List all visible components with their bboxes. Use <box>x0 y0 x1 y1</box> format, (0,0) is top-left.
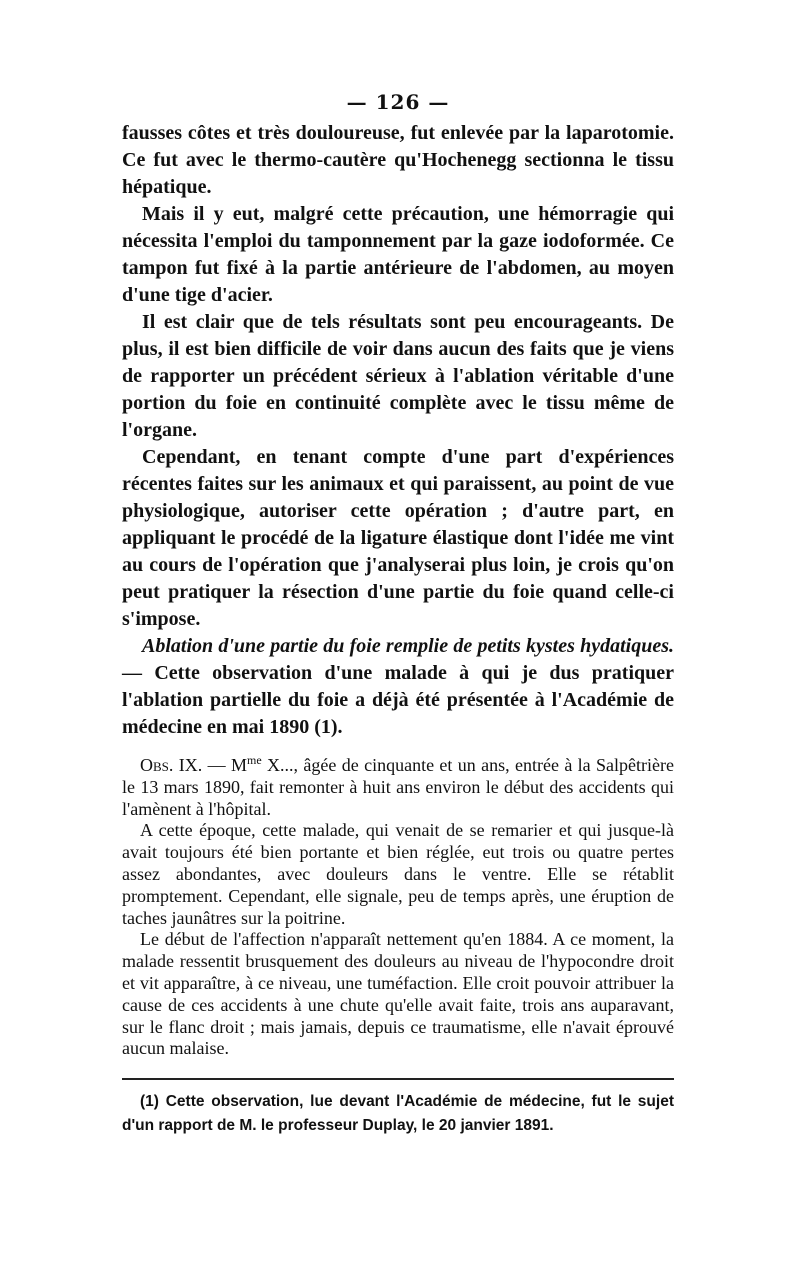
observation-text: X..., âgée de cinquante et un ans, entrée à la Salpêtrière le 13 mars 1890, fait remonter à huit ans environ le début des accidents qui l'amènent à l'hôpital. <box>122 755 674 819</box>
observation-paragraph-2: A cette époque, cette malade, qui venait de se remarier et qui jusque-là avait toujours été bien portante et bien réglée, eut trois ou quatre pertes assez abondantes, avec douleurs dans le ventre. Elle se rétablit promptement. Cependant, elle signale, peu de temps après, une éruption de taches jaunâtres sur la poitrine. <box>122 820 674 928</box>
paragraph-1: fausses côtes et très douloureuse, fut enlevée par la laparotomie. Ce fut avec le thermo-cautère qu'Hochenegg sectionna le tissu hépatique. <box>122 122 674 198</box>
page-number: — 126 — <box>346 90 450 114</box>
observation-sup: me <box>247 753 262 767</box>
footnote: (1) Cette observation, lue devant l'Académie de médecine, fut le sujet d'un rapport de M. le professeur Duplay, le 20 janvier 1891. <box>122 1093 674 1135</box>
footnote-rule <box>122 1078 674 1080</box>
spacer <box>122 741 674 755</box>
book-page <box>122 88 674 1138</box>
section-title: Ablation d'une partie du foie remplie de petits kystes hydatiques. <box>142 635 674 657</box>
observation-label: Obs. IX. <box>140 755 203 775</box>
paragraph-5 <box>122 633 674 741</box>
observation-paragraph-1 <box>122 755 674 820</box>
paragraph-3: Il est clair que de tels résultats sont peu encourageants. De plus, il est bien difficile de voir dans aucun des faits que je viens de rapporter un précédent sérieux à l'ablation véritable d'une portion du foie en continuité complète avec le tissu même de l'organe. <box>122 311 674 441</box>
observation-dash: — M <box>202 755 247 775</box>
paragraph-4: Cependant, en tenant compte d'une part d'expériences récentes faites sur les animaux et qui paraissent, au point de vue physiologique, autoriser cette opération ; d'autre part, en appliquant le procédé de la ligature élastique dont l'idée me vint au cours de l'opération que j'analyserai plus loin, je crois qu'on peut pratiquer la résection d'une partie du foie quand celle-ci s'impose. <box>122 446 674 630</box>
section-text: — Cette observation d'une malade à qui je dus pratiquer l'ablation partielle du foie a déjà été présentée à l'Académie de médecine en mai 1890 (1). <box>122 662 674 738</box>
paragraph-2: Mais il y eut, malgré cette précaution, une hémorragie qui nécessita l'emploi du tamponnement par la gaze iodoformée. Ce tampon fut fixé à la partie antérieure de l'abdomen, au moyen d'une tige d'acier. <box>122 203 674 306</box>
observation-paragraph-3: Le début de l'affection n'apparaît nettement qu'en 1884. A ce moment, la malade ressentit brusquement des douleurs au niveau de l'hypocondre droit et vit apparaître, à ce niveau, une tuméfaction. Elle croit pouvoir attribuer la cause de ces accidents à une chute qu'elle avait faite, trois ans auparavant, sur le flanc droit ; mais jamais, depuis ce traumatisme, elle n'avait éprouvé aucun malaise. <box>122 929 674 1059</box>
